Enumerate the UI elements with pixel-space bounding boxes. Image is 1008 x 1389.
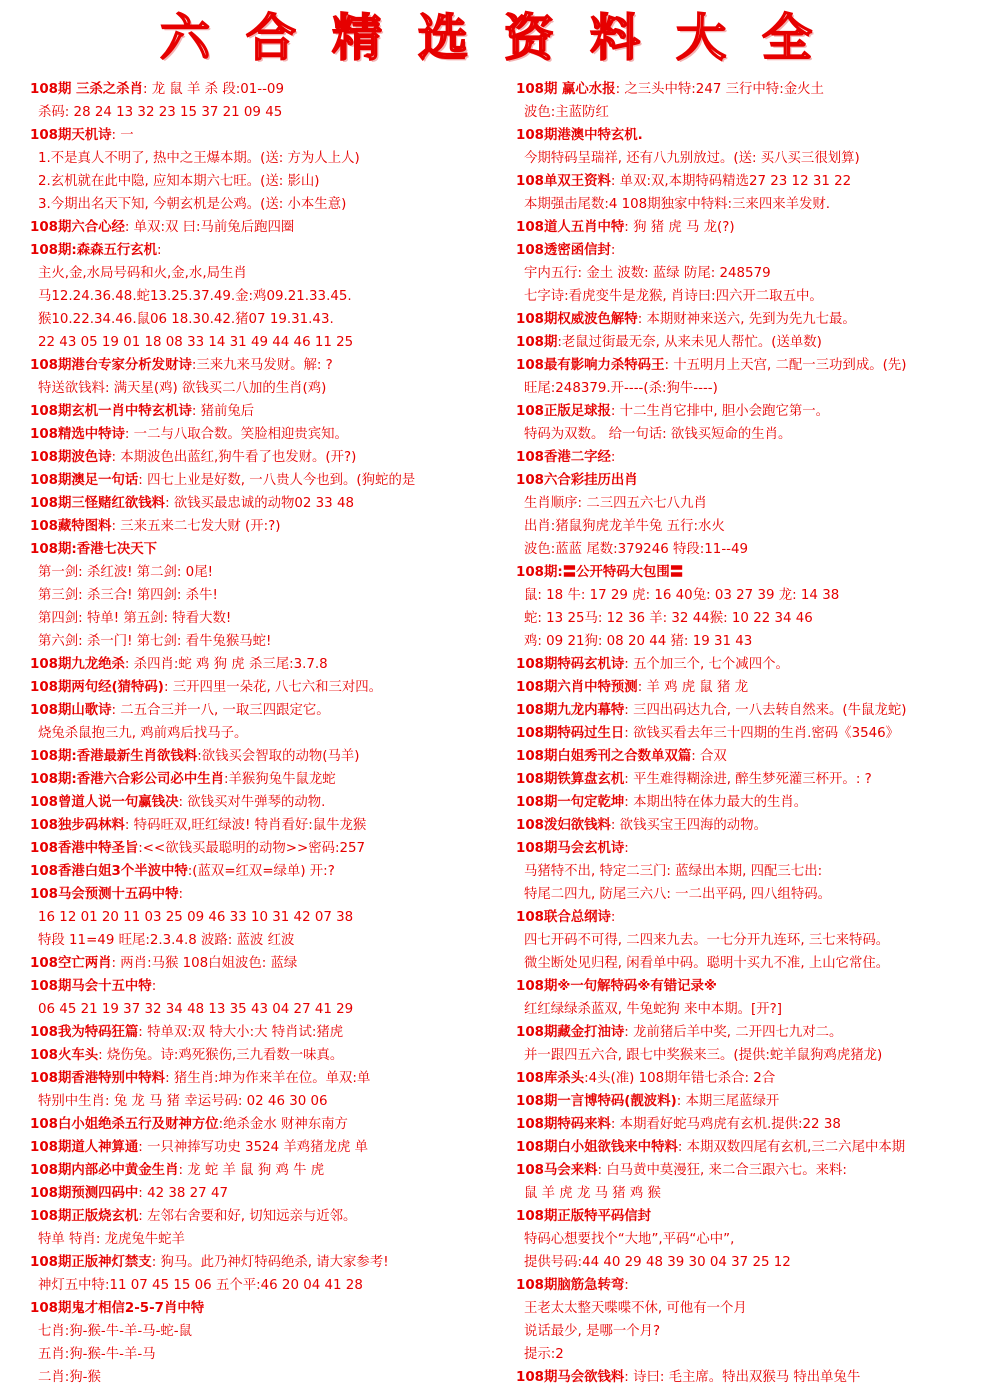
line-heading: 108期马会十五中特	[30, 979, 152, 994]
line-heading: 108最有影响力杀特码王	[516, 358, 665, 373]
text-line	[30, 607, 500, 630]
text-line	[516, 1228, 1002, 1251]
line-heading: 108期正版烧玄机	[30, 1209, 139, 1224]
line-text: 3.今期出名天下知, 今朝玄机是公鸡。(送: 小本生意)	[38, 197, 347, 212]
text-line	[516, 676, 1002, 699]
text-line	[30, 1366, 500, 1389]
line-heading: 108期脑筋急转弯	[516, 1278, 625, 1293]
text-line	[30, 1228, 500, 1251]
line-text: 波色:蓝蓝 尾数:379246 特段:11--49	[524, 542, 749, 557]
line-text: : 龙 蛇 羊 鼠 狗 鸡 牛 虎	[178, 1163, 325, 1178]
line-text: 旺尾:248379.开----(杀:狗牛----)	[524, 381, 718, 396]
text-line	[516, 814, 1002, 837]
line-text: 鸡: 09 21狗: 08 20 44 猪: 19 31 43	[524, 634, 753, 649]
line-text: 马12.24.36.48.蛇13.25.37.49.金:鸡09.21.33.45.	[38, 289, 352, 304]
line-text: : 之三头中特:247 三行中特:金火土	[615, 82, 824, 97]
line-heading: 108期 三杀之杀肖	[30, 82, 143, 97]
line-text: : 特单双:双 特大小:大 特肖试:猪虎	[138, 1025, 344, 1040]
line-text: : 本期三尾蓝绿开	[676, 1094, 780, 1109]
line-heading: 108期内部必中黄金生肖	[30, 1163, 179, 1178]
line-heading: 108期九龙内幕特	[516, 703, 625, 718]
text-line	[516, 1297, 1002, 1320]
text-line	[516, 998, 1002, 1021]
text-line	[30, 1067, 500, 1090]
text-line	[30, 377, 500, 400]
text-line	[516, 768, 1002, 791]
line-text: 第六剑: 杀一门! 第七剑: 看牛兔猴马蛇!	[38, 634, 272, 649]
line-heading: 108期一言博特码(靓波料)	[516, 1094, 677, 1109]
text-line	[516, 78, 1002, 101]
line-text: 特段 11=49 旺尾:2.3.4.8 波路: 蓝波 红波	[38, 933, 295, 948]
text-line	[516, 883, 1002, 906]
line-heading: 108期九龙绝杀	[30, 657, 125, 672]
line-text: 主火,金,水局号码和火,金,水,局生肖	[38, 266, 247, 281]
text-line	[30, 262, 500, 285]
line-text: 特尾二四九, 防尾三六八: 一二出平码, 四八组特码。	[524, 887, 831, 902]
line-text: : 五个加三个, 七个减四个。	[624, 657, 789, 672]
text-line	[30, 722, 500, 745]
line-text: : 十二生肖它排中, 胆小会跑它第一。	[610, 404, 830, 419]
text-line	[516, 1044, 1002, 1067]
text-line	[30, 124, 500, 147]
line-text: :	[178, 887, 183, 902]
line-text: 二肖:狗-猴	[38, 1370, 101, 1385]
line-text: 22 43 05 19 01 18 08 33 14 31 49 44 46 11 25	[38, 335, 354, 350]
line-text: 说话最少, 是哪一个月?	[524, 1324, 661, 1339]
line-text: : 白马黄中莫漫狂, 来二合三跟六七。来料:	[597, 1163, 847, 1178]
text-line	[516, 860, 1002, 883]
text-line	[516, 1343, 1002, 1366]
text-line	[30, 630, 500, 653]
line-text: : 诗曰: 毛主席。特出双猴马 特出单兔牛	[624, 1370, 861, 1385]
text-line	[30, 78, 500, 101]
text-line	[516, 308, 1002, 331]
text-line	[516, 1366, 1002, 1389]
text-line	[30, 653, 500, 676]
line-text: : 十五明月上天宫, 二配一三功到成。(先)	[664, 358, 907, 373]
line-text: 王老太太整天喋喋不休, 可他有一个月	[524, 1301, 747, 1316]
line-text: : 狗 猪 虎 马 龙(?)	[624, 220, 735, 235]
text-line	[30, 469, 500, 492]
line-heading: 108道人五肖中特	[516, 220, 625, 235]
text-line	[30, 814, 500, 837]
line-text: :	[624, 1278, 629, 1293]
text-line	[516, 745, 1002, 768]
line-text: 16 12 01 20 11 03 25 09 46 33 10 31 42 07 38	[38, 910, 354, 925]
line-heading: 108期天机诗	[30, 128, 112, 143]
line-text: 第一剑: 杀红波! 第二剑: 0尾!	[38, 565, 213, 580]
text-line	[516, 1320, 1002, 1343]
line-text: : 42 38 27 47	[138, 1186, 228, 1201]
line-heading: 108期预测四码中	[30, 1186, 139, 1201]
text-line	[30, 285, 500, 308]
line-text: : 单双:双,本期特码精选27 23 12 31 22	[610, 174, 852, 189]
text-line	[30, 837, 500, 860]
line-heading: 108泼妇欲钱料	[516, 818, 611, 833]
text-line	[516, 124, 1002, 147]
line-text: : 本期波色出蓝红,狗牛看了也发财。(开?)	[111, 450, 357, 465]
text-line	[516, 354, 1002, 377]
line-heading: 108透密函信封	[516, 243, 611, 258]
line-heading: 108期 赢心水报	[516, 82, 616, 97]
text-line	[30, 791, 500, 814]
line-text: : 一二与八取合数。笑脸相迎贵宾知。	[124, 427, 348, 442]
text-line	[516, 1251, 1002, 1274]
left-column	[30, 78, 500, 1389]
text-line	[516, 1021, 1002, 1044]
text-line	[516, 239, 1002, 262]
text-line	[516, 1067, 1002, 1090]
text-line	[30, 239, 500, 262]
line-text: : 欲钱买对牛弹琴的动物.	[178, 795, 326, 810]
line-heading: 108空亡两肖	[30, 956, 112, 971]
line-text: 烧兔杀鼠抱三九, 鸡前鸡后找马子。	[38, 726, 248, 741]
line-text: : 猪前兔后	[191, 404, 255, 419]
line-text: 提供号码:44 40 29 48 39 30 04 37 25 12	[524, 1255, 791, 1270]
line-text: 特单 特肖: 龙虎兔牛蛇羊	[38, 1232, 185, 1247]
text-line	[516, 147, 1002, 170]
text-line	[516, 561, 1002, 584]
text-line	[30, 745, 500, 768]
line-heading: 108期三怪赌红欲钱料	[30, 496, 166, 511]
line-text: : 龙前猪后羊中奖, 二开四七九对二。	[624, 1025, 843, 1040]
line-heading: 108期六合心经	[30, 220, 125, 235]
line-heading: 108期港澳中特玄机.	[516, 128, 643, 143]
line-text: 06 45 21 19 37 32 34 48 13 35 43 04 27 41 29	[38, 1002, 354, 1017]
text-line	[30, 998, 500, 1021]
line-heading: 108曾道人说一句赢钱决	[30, 795, 179, 810]
text-line	[30, 400, 500, 423]
text-line	[516, 837, 1002, 860]
line-text: 杀码: 28 24 13 32 23 15 37 21 09 45	[38, 105, 283, 120]
line-heading: 108期:香港最新生肖欲钱料	[30, 749, 198, 764]
text-line	[30, 1320, 500, 1343]
line-heading: 108期鬼才相信2-5-7肖中特	[30, 1301, 205, 1316]
text-line	[30, 170, 500, 193]
line-heading: 108期权威波色解特	[516, 312, 638, 327]
text-line	[30, 1343, 500, 1366]
line-text: 生肖顺序: 二三四五六七八九肖	[524, 496, 707, 511]
line-heading: 108期玄机一肖中特玄机诗	[30, 404, 192, 419]
right-column	[516, 78, 1002, 1389]
line-text: : 平生难得糊涂进, 醉生梦死灌三杯开。: ?	[624, 772, 872, 787]
line-text: : 本期双数四尾有玄机,三二六尾中本期	[677, 1140, 906, 1155]
line-text: : 本期出特在体力最大的生肖。	[624, 795, 808, 810]
text-line	[30, 1205, 500, 1228]
line-heading: 108期马会玄机诗	[516, 841, 625, 856]
line-heading: 108期:〓公开特码大包围〓	[516, 565, 684, 580]
line-heading: 108我为特码狂篇	[30, 1025, 139, 1040]
text-line	[30, 1159, 500, 1182]
text-line	[516, 492, 1002, 515]
text-line	[30, 1044, 500, 1067]
line-text: 四七开码不可得, 二四来九去。一七分开九连环, 三七来特码。	[524, 933, 890, 948]
text-line	[30, 538, 500, 561]
text-line	[30, 883, 500, 906]
line-heading: 108期特码来料	[516, 1117, 611, 1132]
line-heading: 108联合总纲诗	[516, 910, 611, 925]
line-text: : 羊 鸡 虎 鼠 猪 龙	[637, 680, 749, 695]
line-heading: 108期马会欲钱料	[516, 1370, 625, 1385]
line-heading: 108期特码过生日	[516, 726, 625, 741]
line-text: : 本期看好蛇马鸡虎有玄机.提供:22 38	[610, 1117, 841, 1132]
text-line	[516, 1136, 1002, 1159]
text-line	[30, 1136, 500, 1159]
line-heading: 108期波色诗	[30, 450, 112, 465]
line-text: : 合双	[691, 749, 727, 764]
line-heading: 108藏特图料	[30, 519, 112, 534]
line-heading: 108库杀头	[516, 1071, 585, 1086]
text-line	[516, 791, 1002, 814]
text-line	[30, 354, 500, 377]
text-line	[516, 906, 1002, 929]
line-text: : 一	[111, 128, 134, 143]
line-heading: 108香港白姐3个半波中特	[30, 864, 188, 879]
line-text: 提示:2	[524, 1347, 564, 1362]
text-line	[30, 331, 500, 354]
text-line	[30, 860, 500, 883]
text-line	[30, 216, 500, 239]
line-text: 神灯五中特:11 07 45 15 06 五个平:46 20 04 41 28	[38, 1278, 363, 1293]
line-text: :(蓝双=红双=绿单) 开:?	[187, 864, 335, 879]
line-text: 五肖:狗-猴-牛-羊-马	[38, 1347, 156, 1362]
text-line	[30, 1021, 500, 1044]
text-line	[30, 975, 500, 998]
text-line	[30, 423, 500, 446]
page-title: 六合精选资料大全	[160, 9, 848, 67]
line-heading: 108火车头	[30, 1048, 99, 1063]
text-line	[516, 607, 1002, 630]
line-text: : 猪生肖:坤为作来羊在位。单双:单	[165, 1071, 371, 1086]
text-line	[30, 492, 500, 515]
text-line	[30, 768, 500, 791]
line-text: : 三来五来二七发大财 (开:?)	[111, 519, 281, 534]
line-text: 七肖:狗-猴-牛-羊-马-蛇-鼠	[38, 1324, 193, 1339]
line-text: : 欲钱买最忠诚的动物02 33 48	[165, 496, 354, 511]
line-text: : 四七上业是好数, 一八贵人今也到。(狗蛇的是	[138, 473, 416, 488]
line-text: 本期强击尾数:4 108期独家中特料:三来四来羊发财.	[524, 197, 831, 212]
line-heading: 108期	[516, 335, 558, 350]
line-text: :	[610, 243, 616, 258]
line-text: 鼠 羊 虎 龙 马 猪 鸡 猴	[524, 1186, 661, 1201]
line-heading: 108期澳足一句话	[30, 473, 139, 488]
text-line	[516, 331, 1002, 354]
line-heading: 108期一句定乾坤	[516, 795, 625, 810]
text-line	[516, 216, 1002, 239]
line-heading: 108单双王资料	[516, 174, 611, 189]
line-text: 特码心想要找个“大地”,平码“心中”,	[524, 1232, 735, 1247]
text-line	[30, 1297, 500, 1320]
text-line	[30, 929, 500, 952]
line-text: 并一跟四五六合, 跟七中奖猴来三。(提供:蛇羊鼠狗鸡虎猪龙)	[524, 1048, 883, 1063]
line-text: 波色:主蓝防红	[524, 105, 609, 120]
line-text: : 烧伤兔。诗:鸡死猴伤,三九看数一味真。	[98, 1048, 344, 1063]
line-text: :三来九来马发财。解: ?	[191, 358, 333, 373]
line-text: 蛇: 13 25马: 12 36 羊: 32 44猴: 10 22 34 46	[524, 611, 813, 626]
line-text: 猴10.22.34.46.鼠06 18.30.42.猪07 19.31.43.	[38, 312, 334, 327]
text-line	[516, 1205, 1002, 1228]
line-text: : 三四出码达九合, 一八去转自然来。(牛鼠龙蛇)	[624, 703, 907, 718]
line-text: :羊猴狗兔牛鼠龙蛇	[224, 772, 336, 787]
line-text: 红红绿绿杀蓝双, 牛兔蛇狗 来中本期。[开?]	[524, 1002, 782, 1017]
text-line	[516, 423, 1002, 446]
line-heading: 108香港二字经	[516, 450, 611, 465]
text-line	[516, 400, 1002, 423]
line-text: :老鼠过街最无奈, 从来未见人帮忙。(送单数)	[557, 335, 822, 350]
line-text: : 二五合三并一八, 一取三四跟定它。	[111, 703, 330, 718]
line-heading: 108期:香港六合彩公司必中生肖	[30, 772, 224, 787]
line-heading: 108马会预测十五码中特	[30, 887, 179, 902]
text-line	[516, 722, 1002, 745]
line-text: : 单双:双 曰:马前兔后跑四圈	[124, 220, 295, 235]
text-line	[30, 676, 500, 699]
text-line	[30, 699, 500, 722]
text-line	[516, 469, 1002, 492]
line-text: :欲钱买会智取的动物(马羊)	[197, 749, 360, 764]
line-heading: 108期正版神灯禁支	[30, 1255, 152, 1270]
text-line	[30, 515, 500, 538]
text-line	[30, 308, 500, 331]
text-line	[516, 101, 1002, 124]
line-text: : 本期财神来送六, 先到为先九七最。	[637, 312, 856, 327]
line-heading: 108香港中特圣旨	[30, 841, 139, 856]
line-text: 特码为双数。 给一句话: 欲钱买短命的生肖。	[524, 427, 792, 442]
text-line	[516, 515, 1002, 538]
line-text: :	[151, 979, 157, 994]
line-text: : 左邻右舍要和好, 切知远亲与近邻。	[138, 1209, 357, 1224]
text-line	[516, 170, 1002, 193]
line-heading: 108期香港特别中特料	[30, 1071, 166, 1086]
text-line	[30, 1274, 500, 1297]
line-text: :	[157, 243, 162, 258]
line-text: : 欲钱买宝王四海的动物。	[610, 818, 767, 833]
text-line	[516, 584, 1002, 607]
text-line	[516, 1274, 1002, 1297]
text-line	[516, 1182, 1002, 1205]
text-line	[516, 377, 1002, 400]
text-line	[516, 193, 1002, 216]
line-text: :	[610, 450, 616, 465]
line-heading: 108期※一句解特码※有错记录※	[516, 979, 717, 994]
line-text: 第三剑: 杀三合! 第四剑: 杀牛!	[38, 588, 218, 603]
text-line	[516, 1090, 1002, 1113]
text-line	[30, 193, 500, 216]
line-text: 特送欲钱料: 满天星(鸡) 欲钱买二八加的生肖(鸡)	[38, 381, 327, 396]
line-heading: 108正版足球报	[516, 404, 611, 419]
line-heading: 108期道人神算通	[30, 1140, 139, 1155]
text-line	[30, 906, 500, 929]
text-line	[30, 1251, 500, 1274]
text-line	[30, 147, 500, 170]
line-text: :	[610, 910, 616, 925]
text-line	[30, 1182, 500, 1205]
line-text: : 狗马。此乃神灯特码绝杀, 请大家参考!	[151, 1255, 389, 1270]
line-text: :<<欲钱买最聪明的动物>>密码:257	[138, 841, 366, 856]
line-text: 1.不是真人不明了, 热中之王爆本期。(送: 方为人上人)	[38, 151, 360, 166]
line-heading: 108期白小姐欲钱来中特料	[516, 1140, 678, 1155]
line-text: 七字诗:看虎变牛是龙猴, 肖诗曰:四六开二取五中。	[524, 289, 823, 304]
line-text: 微尘断处见归程, 闲看单中码。聪明十买九不准, 上山它常住。	[524, 956, 890, 971]
text-line	[516, 952, 1002, 975]
line-heading: 108期正版特平码信封	[516, 1209, 652, 1224]
text-line	[516, 285, 1002, 308]
line-text: : 一只神捧写功史 3524 羊鸡猪龙虎 单	[138, 1140, 368, 1155]
line-text: : 欲钱买看去年三十四期的生肖.密码《3546》	[624, 726, 900, 741]
line-heading: 108期:森森五行玄机	[30, 243, 158, 258]
line-heading: 108期六肖中特预测	[516, 680, 638, 695]
line-text: : 两肖:马猴 108白姐波色: 蓝绿	[111, 956, 298, 971]
line-text: 出肖:猪鼠狗虎龙羊牛兔 五行:水火	[524, 519, 725, 534]
line-heading: 108期港台专家分析发财诗	[30, 358, 192, 373]
line-text: 宇内五行: 金土 波数: 蓝绿 防尾: 248579	[524, 266, 771, 281]
line-text: :绝杀金水 财神东南方	[218, 1117, 348, 1132]
line-heading: 108期两句经(猜特码)	[30, 680, 164, 695]
line-heading: 108白小姐绝杀五行及财神方位	[30, 1117, 219, 1132]
line-heading: 108期山歌诗	[30, 703, 112, 718]
line-heading: 108六合彩挂历出肖	[516, 473, 638, 488]
line-heading: 108期:香港七决天下	[30, 542, 158, 557]
line-text: : 杀四肖:蛇 鸡 狗 虎 杀三尾:3.7.8	[124, 657, 328, 672]
text-line	[516, 1113, 1002, 1136]
text-line	[30, 584, 500, 607]
text-line	[30, 1090, 500, 1113]
line-heading: 108精选中特诗	[30, 427, 125, 442]
line-heading: 108期铁算盘玄机	[516, 772, 625, 787]
text-line	[516, 446, 1002, 469]
line-heading: 108独步码林料	[30, 818, 125, 833]
text-line	[30, 446, 500, 469]
line-text: : 特码旺双,旺红绿波! 特肖看好:鼠牛龙猴	[124, 818, 367, 833]
line-text: 特别中生肖: 兔 龙 马 猪 幸运号码: 02 46 30 06	[38, 1094, 328, 1109]
line-text: :	[624, 841, 629, 856]
line-text: 第四剑: 特单! 第五剑: 特看大数!	[38, 611, 232, 626]
line-heading: 108期特码玄机诗	[516, 657, 625, 672]
line-heading: 108马会来料	[516, 1163, 598, 1178]
text-line	[30, 1113, 500, 1136]
line-text: 鼠: 18 牛: 17 29 虎: 16 40兔: 03 27 39 龙: 14 38	[524, 588, 840, 603]
text-line	[516, 262, 1002, 285]
line-heading: 108期白姐秀刊之合数单双篇	[516, 749, 692, 764]
text-line	[516, 699, 1002, 722]
text-line	[30, 101, 500, 124]
line-text: : 三开四里一朵花, 八七六和三对四。	[163, 680, 383, 695]
text-line	[30, 561, 500, 584]
line-text: 2.玄机就在此中隐, 应知本期六七旺。(送: 影山)	[38, 174, 320, 189]
line-text: 马猪特不出, 特定二三门: 蓝绿出本期, 四配三七出:	[524, 864, 823, 879]
line-text: :4头(准) 108期年错七杀合: 2合	[584, 1071, 776, 1086]
text-line	[30, 952, 500, 975]
line-text: 今期特码呈瑞祥, 还有八九别放过。(送: 买八买三很划算)	[524, 151, 860, 166]
line-text: : 龙 鼠 羊 杀 段:01--09	[142, 82, 284, 97]
text-line	[516, 630, 1002, 653]
text-line	[516, 975, 1002, 998]
text-line	[516, 929, 1002, 952]
text-line	[516, 653, 1002, 676]
line-heading: 108期藏金打油诗	[516, 1025, 625, 1040]
text-line	[516, 1159, 1002, 1182]
text-line	[516, 538, 1002, 561]
